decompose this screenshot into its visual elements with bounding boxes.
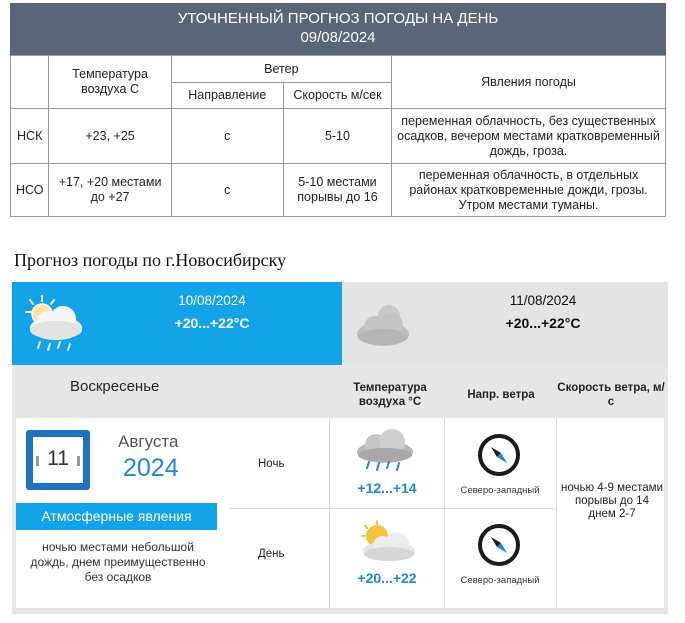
temp-column-header: Температура воздуха °C [353,382,427,408]
cloud-rain-sun-icon [20,292,90,354]
table-row [11,109,666,164]
speed-header: Скорость м/сек [283,83,391,109]
night-temperature: +12...+14 [357,480,417,496]
month-label: Августа [118,432,179,451]
tab-date: 10/08/2024 [178,293,246,308]
temp-header: Температура воздуха С [49,56,171,109]
region-cell: НСК [11,109,49,164]
forecast-header [10,3,666,55]
tab-date: 11/08/2024 [509,293,577,308]
temp-cell: +17, +20 местами до +27 [49,164,171,217]
forecast-title: УТОЧНЕННЫЙ ПРОГНОЗ ПОГОДЫ НА ДЕНЬ [177,10,499,27]
atmospheric-badge: Атмосферные явления [16,503,217,530]
divider [556,418,557,608]
direction-cell: с [171,164,283,217]
temp-cell: +23, +25 [49,109,171,164]
wind-header: Ветер [171,56,391,83]
speed-column-header: Скорость ветра, м/с [557,382,665,408]
speed-cell: 5-10 местами порывы до 16 [283,164,391,217]
wind-speed-text: ночью 4-9 местами порывы до 14 днем 2-7 [560,482,664,520]
phenomena-cell: переменная облачность, в отдельных районах кратковременные дожди, грозы. Утром местами туманы. [392,164,666,217]
compass-icon [476,522,522,568]
year-label: 2024 [123,454,179,482]
tab-temp: +20...+22°C [505,315,581,331]
weekday-label: Воскресенье [70,378,160,395]
region-cell: НСО [11,164,49,217]
day-wind-direction: Северо-западный [460,575,540,586]
table-row [11,164,666,217]
cloud-sun-icon [351,296,421,352]
divider [230,508,556,509]
phenomena-cell: переменная облачность, без существенных осадков, вечером местами кратковременный дождь, гроза. [392,109,666,164]
tab-temp: +20...+22°C [174,315,250,331]
cloud-sun-icon [351,520,419,566]
atmospheric-text: ночью местами небольшой дождь, днем преимущественно без осадков [30,540,206,584]
direction-cell: с [171,109,283,164]
region-header-cell [11,56,49,109]
compass-icon [476,432,522,478]
night-label: Ночь [258,458,285,470]
divider [329,418,330,608]
day-temperature: +20...+22 [357,570,417,586]
city-forecast-title: Прогноз погоды по г.Новосибирску [14,250,287,270]
forecast-table [10,55,666,217]
tab-day-2[interactable] [343,282,668,365]
night-wind-direction: Северо-западный [460,485,540,496]
forecast-date: 09/08/2024 [300,29,376,46]
phenomena-header: Явления погоды [392,56,666,109]
calendar-day: 11 [47,447,69,470]
tab-day-1[interactable] [12,282,342,365]
direction-header: Направление [171,83,283,109]
day-label: День [258,548,285,560]
direction-column-header: Напр. ветра [467,389,535,401]
speed-cell: 5-10 [283,109,391,164]
cloud-rain-icon [351,428,419,474]
